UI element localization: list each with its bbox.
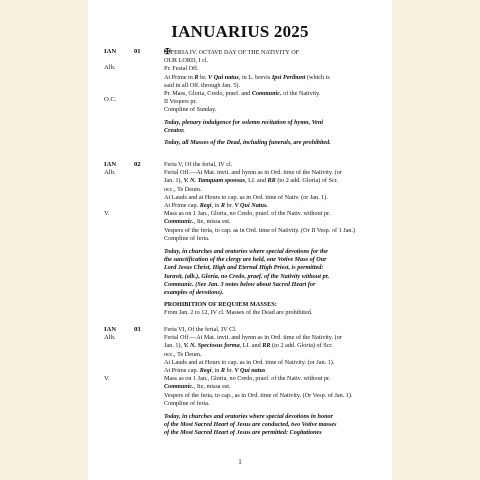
text-line: Mass as on 1 Jan., Gloria, no Credo, praef. of the Nativ. without pr.: [164, 210, 331, 218]
color-label: Alb.: [104, 64, 116, 71]
text-line: occ., Te Deum.: [164, 350, 202, 358]
text-line: II Vespers pr.: [164, 98, 197, 106]
votive-note: Today, in churches and oratories where special devotions for the the sanctification of the clergy are held, one Votive Mass of Our Lord Jesus Christ, High and Eternal High Priest, is permitted: Iuravit, (alb.), Gloria, no Credo, praef. of the Nativity without pr. Communic. (See Jan. 3 notes below about Sacred Heart for examples of devotions).: [164, 248, 330, 297]
calendar-content: [88, 0, 392, 480]
day-2-entry: [164, 161, 378, 318]
day-number: 02: [134, 161, 141, 168]
rank-label: IAN: [104, 161, 117, 168]
text-line: OUR LORD, I cl.: [164, 57, 209, 65]
text-line: At Prime in R br. V Qui natus, in L. brevis Ipsi Peribunt (which is: [164, 73, 330, 81]
text-line: Jan. 1), V. N. Tamquam sponsus, LI. and RR (to 2 add. Gloria) of Scr.: [164, 177, 338, 185]
color-label: Alb.: [104, 169, 116, 176]
day-3-entry: [164, 326, 378, 438]
text-line: said in all Off. through Jan. 5).: [164, 81, 241, 89]
oc-label: O.C.: [104, 96, 117, 103]
text-line: Compline of Sunday.: [164, 106, 217, 114]
text-line: At Lauds and at Hours to cap. as in Ord. time of Nativity. (or Jan. 1).: [164, 358, 335, 366]
text-line: Mass as on 1 Jan., Gloria, no Credo, praef. of the Nativ. without pr.: [164, 375, 331, 383]
text-line: Ferial Off.—At Mat. invit. and hymn as in Ord. time of the Nativity. (or: [164, 334, 342, 342]
v-label: V.: [104, 210, 110, 217]
text-line: Vespers of the feria, to cap., as in Ord. time of Nativity. (Or Vesp. of Jan. 1).: [164, 391, 353, 399]
text-line: Ferial Off.—At Mat. invit. and hymn as in Ord. time of the Nativity. (or: [164, 169, 342, 177]
text-line: Communic., Ite, missa est.: [164, 383, 231, 391]
text-line: At Prime cap. Regi, in R br. V Qui Natus.: [164, 202, 268, 210]
text-line: At Lauds and at Hours to cap. as in Ord. time of Nativ. (or Jan. 1).: [164, 193, 328, 201]
rank-label: IAN: [104, 48, 117, 55]
sacred-heart-note: Today, in churches and oratories where special devotions in honor of the Most Sacred Heart of Jesus are conducted, two Votive masses of the Most Sacred Heart of Jesus are permitted: Cogitationes: [164, 413, 337, 437]
text-line: From Jan. 2 to 12, IV cl. Masses of the Dead are prohibited.: [164, 309, 313, 317]
page-title: IANUARIUS 2025: [171, 22, 309, 41]
text-line: Pr. Festal Off.: [164, 65, 199, 73]
text-line: Feria VI, Of the ferial, IV Cl.: [164, 326, 237, 333]
text-line: ✠FERIA IV. OCTAVE DAY OF THE NATIVITY OF: [164, 47, 300, 56]
v-label: V.: [104, 375, 110, 382]
rank-label: IAN: [104, 326, 117, 333]
text-line: Communic., Ite, missa est.: [164, 218, 231, 226]
text-line: Compline of feria.: [164, 234, 210, 242]
prohibition-note: Today, all Masses of the Dead, including funerals, are prohibited.: [164, 139, 331, 147]
text-line: Feria V, Of the ferial, IV cl.: [164, 161, 233, 168]
text-line: Jan. 1), V. N. Speciosus forma, LI. and RR (to 2 add. Gloria) of Scr.: [164, 342, 333, 350]
day-number: 01: [134, 48, 141, 55]
cross-icon: ✠: [164, 47, 171, 56]
text-line: Pr. Mass, Gloria, Credo, praef. and Communic. of the Nativity.: [164, 90, 321, 98]
day-number: 03: [134, 326, 141, 333]
document-page: [88, 0, 392, 480]
section-heading: PROHIBITION OF REQUIEM MASSES:: [164, 301, 277, 309]
page-number: 1: [238, 458, 242, 466]
color-label: Alb.: [104, 334, 116, 341]
day-1-entry: [164, 48, 378, 147]
text-line: occ., Te Deum.: [164, 185, 202, 193]
text-line: Vespers of the feria, to cap. as in Ord. time of Nativity. (Or II Vesp. of 1 Jan.): [164, 226, 356, 234]
text-line: Compline of feria.: [164, 399, 210, 407]
indulgence-note: Today, plenary indulgence for solemn recitation of hymn, Veni Creator.: [164, 118, 324, 134]
text-line: At Prime cap. Regi, in R br. V Qui natus: [164, 367, 266, 375]
